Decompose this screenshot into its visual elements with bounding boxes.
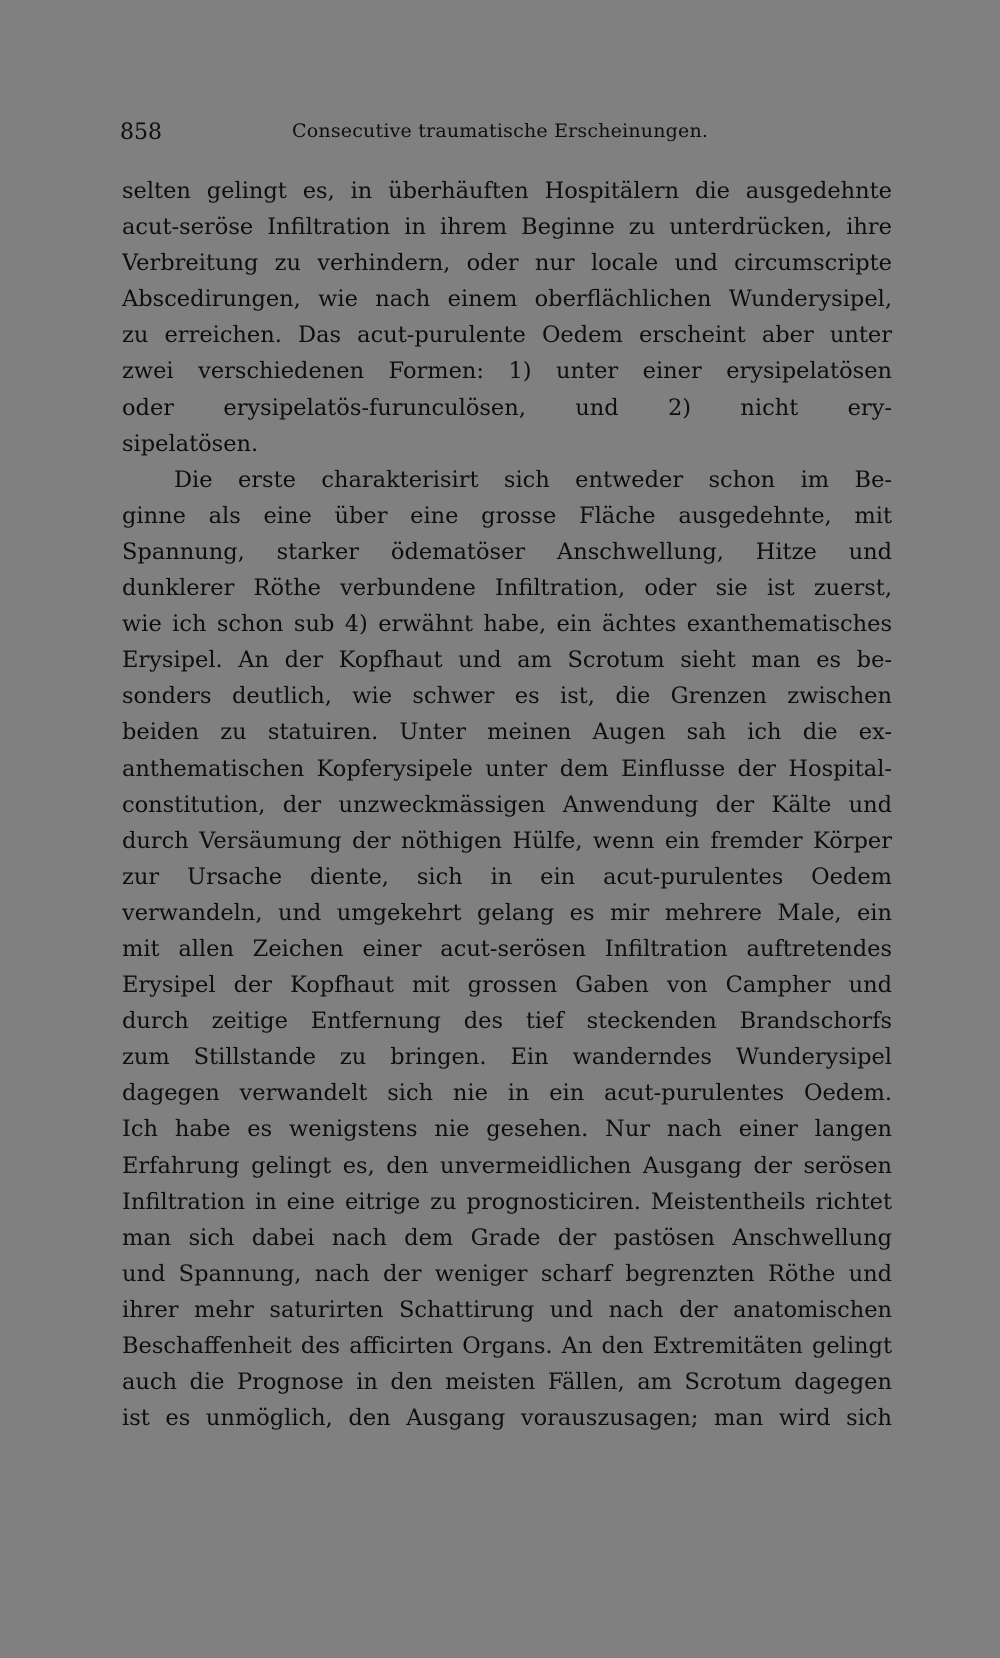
text-line: Abscedirungen, wie nach einem oberflächlichen Wunderysipel, (122, 286, 892, 313)
text-line: Ich habe es wenigstens nie gesehen. Nur nach einer langen (122, 1116, 892, 1143)
text-line: sipelatösen. (122, 430, 259, 457)
text-line: dunklerer Röthe verbundene Infiltration, oder sie ist zuerst, (122, 575, 892, 602)
text-line: ist es unmöglich, den Ausgang vorauszusagen; man wird sich (122, 1405, 892, 1432)
page-number: 858 (120, 120, 162, 145)
text-line: Infiltration in eine eitrige zu prognosticiren. Meistentheils richtet (122, 1188, 892, 1215)
text-line: wie ich schon sub 4) erwähnt habe, ein ächtes exanthematisches (122, 611, 892, 638)
text-line: oder erysipelatös-furunculösen, und 2) nicht ery- (122, 394, 892, 421)
body-text (122, 173, 892, 1436)
text-line: durch Versäumung der nöthigen Hülfe, wenn ein fremder Körper (122, 827, 892, 854)
text-line: ihrer mehr saturirten Schattirung und nach der anatomischen (122, 1296, 892, 1323)
text-line: Erysipel. An der Kopfhaut und am Scrotum sieht man es be- (122, 647, 892, 674)
text-line: durch zeitige Entfernung des tief steckenden Brandschorfs (122, 1008, 892, 1035)
text-line: auch die Prognose in den meisten Fällen, am Scrotum dagegen (122, 1369, 892, 1396)
paragraph-first-line: Die erste charakterisirt sich entweder schon im Be- (174, 466, 892, 493)
text-line: zum Stillstande zu bringen. Ein wanderndes Wunderysipel (122, 1044, 892, 1071)
text-line: anthematischen Kopferysipele unter dem Einflusse der Hospital- (122, 755, 892, 782)
text-line: zwei verschiedenen Formen: 1) unter einer erysipelatösen (122, 358, 892, 385)
text-line: Verbreitung zu verhindern, oder nur locale und circumscripte (122, 250, 892, 277)
text-line: Erysipel der Kopfhaut mit grossen Gaben von Campher und (122, 972, 892, 999)
text-line: ginne als eine über eine grosse Fläche ausgedehnte, mit (122, 502, 892, 529)
page-header (120, 120, 890, 150)
text-line: zu erreichen. Das acut-purulente Oedem erscheint aber unter (122, 322, 892, 349)
running-title: Consecutive traumatische Erscheinungen. (292, 120, 709, 142)
text-line: selten gelingt es, in überhäuften Hospitälern die ausgedehnte (122, 178, 892, 204)
text-line: Spannung, starker ödematöser Anschwellung, Hitze und (122, 538, 892, 565)
text-line: acut-seröse Infiltration in ihrem Beginne zu unterdrücken, ihre (122, 214, 892, 241)
text-line: verwandeln, und umgekehrt gelang es mir mehrere Male, ein (122, 899, 892, 926)
text-line: zur Ursache diente, sich in ein acut-purulentes Oedem (122, 863, 892, 890)
text-line: Beschaffenheit des afficirten Organs. An den Extremitäten gelingt (122, 1333, 892, 1359)
text-line: Erfahrung gelingt es, den unvermeidlichen Ausgang der serösen (122, 1152, 892, 1179)
text-line: constitution, der unzweckmässigen Anwendung der Kälte und (122, 791, 892, 818)
text-line: mit allen Zeichen einer acut-serösen Infiltration auftretendes (122, 935, 892, 962)
text-line: und Spannung, nach der weniger scharf begrenzten Röthe und (122, 1260, 892, 1287)
text-line: beiden zu statuiren. Unter meinen Augen sah ich die ex- (122, 719, 892, 746)
text-line: dagegen verwandelt sich nie in ein acut-purulentes Oedem. (122, 1080, 892, 1107)
text-line: sonders deutlich, wie schwer es ist, die Grenzen zwischen (122, 683, 892, 710)
text-line: man sich dabei nach dem Grade der pastösen Anschwellung (122, 1224, 892, 1251)
